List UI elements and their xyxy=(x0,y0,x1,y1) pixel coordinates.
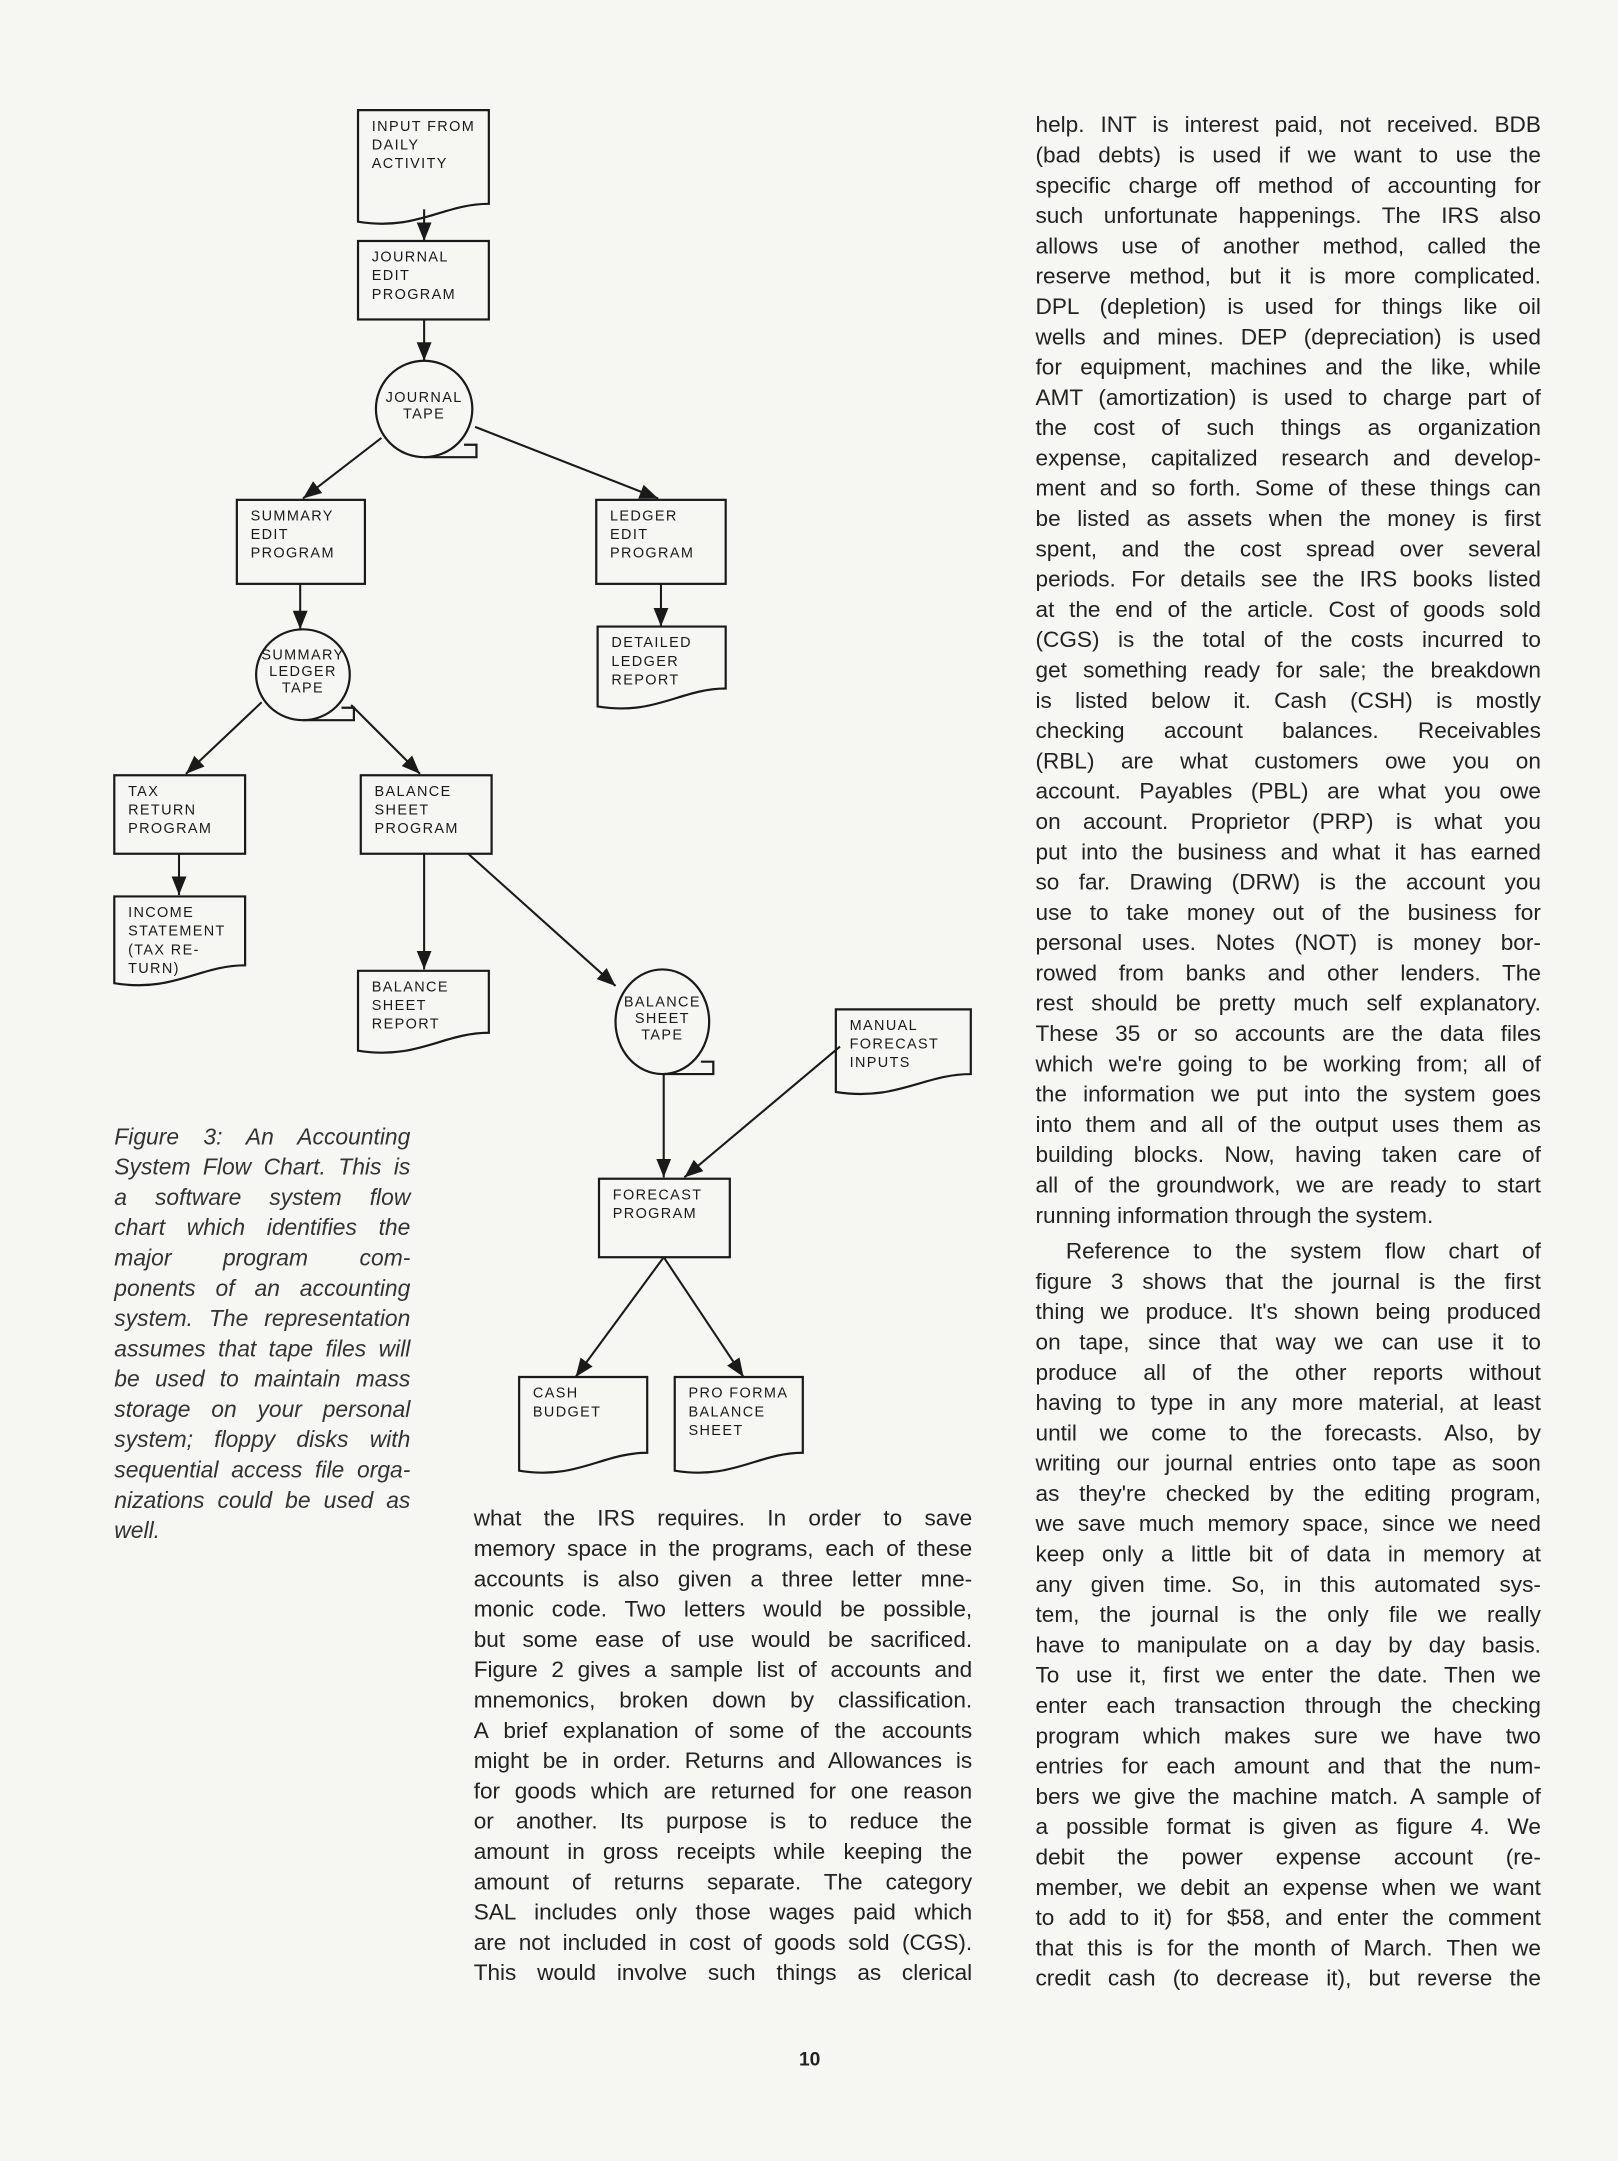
node-label-line: RETURN xyxy=(128,802,197,819)
text-line: rest should be pretty much self explanatory. xyxy=(1035,991,1541,1017)
text-line: Reference to the system flow chart of xyxy=(1065,1239,1541,1265)
text-line: expense, capitalized research and develop- xyxy=(1035,446,1541,471)
text-line: for equipment, machines and the like, while xyxy=(1035,355,1541,381)
text-line: enter each transaction through the checking xyxy=(1035,1693,1541,1719)
text-line: assumes that tape files will xyxy=(114,1335,411,1362)
text-line: chart which identifies the xyxy=(114,1214,411,1241)
text-line: ponents of an accounting xyxy=(114,1275,411,1302)
body-text-column-right xyxy=(1036,110,1541,1994)
flow-arrow xyxy=(684,1047,840,1178)
text-line: (CGS) is the total of the costs incurred to xyxy=(1035,627,1541,653)
flow-node-tax-return xyxy=(114,775,245,853)
text-line: bers we give the machine match. A sample of xyxy=(1035,1784,1541,1810)
tape-tab xyxy=(424,445,476,457)
node-label-line: LEDGER xyxy=(269,664,337,681)
text-line: SAL includes only those wages paid which xyxy=(473,1900,973,1926)
flow-node-detailed-ledger xyxy=(598,627,726,709)
node-label-line: PROGRAM xyxy=(371,286,457,303)
text-line: spent, and the cost spread over several xyxy=(1035,537,1541,562)
node-label-line: REPORT xyxy=(371,1016,440,1033)
node-label-line: PROGRAM xyxy=(610,545,695,562)
flow-arrow xyxy=(664,1257,744,1377)
text-line: to add to it) for $58, and enter the comment xyxy=(1035,1905,1541,1931)
text-line: Figure 3: An Accounting xyxy=(114,1123,411,1150)
node-label-line: SUMMARY xyxy=(250,508,334,525)
text-line: A brief explanation of some of the accounts xyxy=(473,1718,973,1744)
node-label-line: BUDGET xyxy=(532,1404,602,1421)
text-line: Figure 2 gives a sample list of accounts and xyxy=(473,1657,973,1683)
node-label-line: DAILY xyxy=(371,137,420,154)
text-line: put into the business and what it has earned xyxy=(1035,839,1541,865)
node-label-line: SHEET xyxy=(688,1422,744,1439)
text-line: keep only a little bit of data in memory at xyxy=(1035,1542,1541,1568)
text-line: help. INT is interest paid, not received. BDB xyxy=(1035,112,1541,138)
text-line: on account. Proprietor (PRP) is what you xyxy=(1035,809,1541,835)
node-label-line: INCOME xyxy=(128,905,195,922)
text-line: we save much memory space, since we need xyxy=(1035,1511,1541,1537)
text-line: get something ready for sale; the breakdown xyxy=(1035,658,1541,684)
text-line: major program com- xyxy=(114,1244,411,1271)
text-line: be listed as assets when the money is first xyxy=(1035,506,1541,532)
text-line: all of the groundwork, we are ready to start xyxy=(1035,1173,1541,1199)
node-label-line: JOURNAL xyxy=(371,249,449,266)
flow-node-summary-edit xyxy=(237,500,365,584)
text-line: rowed from banks and other lenders. The xyxy=(1035,961,1541,986)
text-line: thing we produce. It's shown being produced xyxy=(1035,1299,1541,1325)
flow-arrow xyxy=(186,702,262,774)
node-label-line: LEDGER xyxy=(610,508,678,525)
text-line: such unfortunate happenings. The IRS also xyxy=(1035,203,1541,229)
text-line: what the IRS requires. In order to save xyxy=(473,1506,973,1532)
flow-node-balance-sheet-tape xyxy=(616,969,714,1074)
flow-node-manual-forecast xyxy=(836,1009,971,1094)
text-line: wells and mines. DEP (depreciation) is used xyxy=(1035,324,1541,350)
node-label-line: BALANCE xyxy=(374,783,452,800)
text-line: any given time. So, in this automated sys- xyxy=(1035,1572,1541,1598)
flow-arrow xyxy=(303,438,381,499)
text-line: System Flow Chart. This is xyxy=(114,1153,411,1181)
text-line: amount in gross receipts while keeping the xyxy=(473,1839,973,1865)
flow-node-journal-edit xyxy=(358,241,489,319)
text-line: or another. Its purpose is to reduce the xyxy=(473,1809,973,1835)
node-label-line: INPUTS xyxy=(849,1055,911,1072)
text-line: checking account balances. Receivables xyxy=(1035,718,1541,744)
text-line: a possible format is given as figure 4. We xyxy=(1035,1814,1541,1840)
text-line: so far. Drawing (DRW) is the account you xyxy=(1035,870,1541,896)
node-label-line: SUMMARY xyxy=(261,647,345,664)
text-line: memory space in the programs, each of these xyxy=(473,1536,973,1562)
node-label-line: (TAX RE- xyxy=(128,942,200,959)
text-line: that this is for the month of March. Then we xyxy=(1035,1936,1541,1961)
node-label-line: SHEET xyxy=(634,1011,690,1028)
text-line: reserve method, but it is more complicated. xyxy=(1035,264,1541,290)
node-label-line: TAPE xyxy=(641,1027,684,1044)
text-line: DPL (depletion) is used for things like oil xyxy=(1035,294,1541,320)
text-line: the information we put into the system goes xyxy=(1035,1082,1541,1108)
node-label-line: EDIT xyxy=(250,527,290,544)
text-line: is listed below it. Cash (CSH) is mostly xyxy=(1035,688,1541,714)
text-line: AMT (amortization) is used to charge part of xyxy=(1035,385,1541,411)
node-label-line: SHEET xyxy=(371,998,427,1015)
node-label-line: TAX xyxy=(128,783,160,800)
text-line: sequential access file orga- xyxy=(114,1456,411,1484)
text-line: nizations could be used as xyxy=(114,1487,411,1514)
text-line: running information through the system. xyxy=(1035,1203,1434,1229)
text-line: amount of returns separate. The category xyxy=(473,1869,973,1895)
flow-arrow xyxy=(468,854,615,986)
flow-arrow xyxy=(576,1257,664,1377)
text-line: as they're checked by the editing program, xyxy=(1035,1481,1541,1507)
text-line: the cost of such things as organization xyxy=(1035,415,1541,441)
text-line: monic code. Two letters would be possible, xyxy=(473,1597,973,1623)
node-label-line: PROGRAM xyxy=(250,545,335,562)
text-line: at the end of the article. Cost of goods sold xyxy=(1035,597,1541,623)
text-line: To use it, first we enter the date. Then we xyxy=(1035,1663,1541,1689)
node-label-line: BALANCE xyxy=(371,979,449,996)
text-line: entries for each amount and that the num- xyxy=(1035,1754,1541,1780)
flow-arrow xyxy=(351,705,420,774)
text-line: have to manipulate on a day by day basis. xyxy=(1035,1633,1541,1658)
text-line: This would involve such things as clerical xyxy=(473,1960,973,1986)
text-line: program which makes sure we have two xyxy=(1035,1724,1541,1749)
node-label-line: PROGRAM xyxy=(128,821,213,838)
node-label-line: MANUAL xyxy=(849,1018,919,1035)
text-line: writing our journal entries onto tape as soon xyxy=(1035,1451,1541,1477)
text-line: allows use of another method, called the xyxy=(1035,234,1541,259)
text-line: for goods which are returned for one reason xyxy=(473,1779,973,1804)
flow-node-forecast-program xyxy=(599,1179,730,1257)
text-line: tem, the journal is the only file we really xyxy=(1035,1602,1541,1628)
node-label-line: TURN) xyxy=(128,960,180,977)
text-line: periods. For details see the IRS books listed xyxy=(1035,567,1541,593)
node-label-line: EDIT xyxy=(371,268,411,285)
node-label-line: DETAILED xyxy=(611,635,692,652)
text-line: ment and so forth. Some of these things can xyxy=(1035,476,1541,502)
text-line: credit cash (to decrease it), but reverse the xyxy=(1035,1966,1541,1992)
text-line: (RBL) are what customers owe you on xyxy=(1035,749,1541,774)
node-label-line: TAPE xyxy=(403,406,446,423)
flow-node-balance-sheet-report xyxy=(358,971,489,1053)
text-line: be used to maintain mass xyxy=(114,1366,411,1393)
page-number: 10 xyxy=(798,2047,821,2070)
text-line: until we come to the forecasts. Also, by xyxy=(1035,1421,1541,1446)
text-line: on tape, since that way we can use it to xyxy=(1035,1330,1541,1355)
text-line: having to type in any more material, at least xyxy=(1035,1390,1541,1416)
node-label-line: CASH xyxy=(532,1385,579,1402)
flow-node-journal-tape xyxy=(376,361,477,457)
text-line: accounts is also given a three letter mne- xyxy=(473,1567,973,1592)
text-line: member, we debit an expense when we want xyxy=(1035,1875,1541,1901)
text-line: debit the power expense account (re- xyxy=(1035,1845,1541,1870)
node-label-line: PRO FORMA xyxy=(688,1385,789,1402)
text-line: well. xyxy=(114,1517,161,1544)
text-line: storage on your personal xyxy=(114,1396,411,1423)
node-label-line: LEDGER xyxy=(611,653,680,670)
text-line: produce all of the other reports without xyxy=(1035,1360,1541,1386)
flow-node-pro-forma xyxy=(675,1377,803,1473)
text-line: These 35 or so accounts are the data files xyxy=(1035,1021,1541,1047)
text-line: specific charge off method of accounting for xyxy=(1035,173,1541,199)
node-label-line: PROGRAM xyxy=(374,821,459,838)
node-label-line: SHEET xyxy=(374,802,430,819)
node-label-line: REPORT xyxy=(611,672,680,689)
text-line: mnemonics, broken down by classification. xyxy=(473,1688,973,1714)
node-label-line: PROGRAM xyxy=(612,1205,698,1222)
text-line: building blocks. Now, having taken care of xyxy=(1035,1142,1541,1168)
body-text-column-middle xyxy=(474,1504,972,1989)
node-label-line: TAPE xyxy=(281,680,325,697)
node-label-line: BALANCE xyxy=(623,994,701,1011)
node-label-line: BALANCE xyxy=(688,1404,766,1421)
text-line: into them and all of the output uses them as xyxy=(1035,1112,1541,1138)
text-line: personal uses. Notes (NOT) is money bor- xyxy=(1035,930,1541,956)
text-line: but some ease of use would be sacrificed. xyxy=(473,1627,973,1653)
node-label-line: JOURNAL xyxy=(385,390,463,407)
node-label-line: ACTIVITY xyxy=(371,155,448,172)
text-line: might be in order. Returns and Allowances is xyxy=(473,1748,973,1774)
flow-node-cash-budget xyxy=(519,1377,647,1473)
text-line: figure 3 shows that the journal is the first xyxy=(1035,1269,1541,1295)
flow-arrow xyxy=(475,427,658,499)
text-line: which we're going to be working from; all of xyxy=(1035,1052,1541,1077)
node-label-line: EDIT xyxy=(610,527,649,544)
text-line: account. Payables (PBL) are what you owe xyxy=(1035,779,1541,805)
text-line: are not included in cost of goods sold (CGS). xyxy=(473,1930,973,1956)
node-label-line: FORECAST xyxy=(612,1187,703,1204)
flow-node-balance-sheet-program xyxy=(361,775,492,853)
tape-tab xyxy=(662,1062,713,1074)
figure-caption xyxy=(114,1122,410,1546)
text-line: a software system flow xyxy=(114,1184,411,1211)
node-label-line: INPUT FROM xyxy=(371,118,476,135)
text-line: system; floppy disks with xyxy=(114,1426,411,1453)
node-label-line: FORECAST xyxy=(849,1036,940,1053)
node-label-line: STATEMENT xyxy=(128,923,226,940)
text-line: use to take money out of the business for xyxy=(1035,900,1541,926)
text-line: (bad debts) is used if we want to use the xyxy=(1035,143,1541,168)
flow-node-summary-ledger-tape xyxy=(256,629,354,720)
flow-node-income-statement xyxy=(114,896,245,985)
flow-node-input xyxy=(358,110,489,224)
flow-node-ledger-edit xyxy=(596,500,725,584)
text-line: system. The representation xyxy=(114,1305,411,1332)
